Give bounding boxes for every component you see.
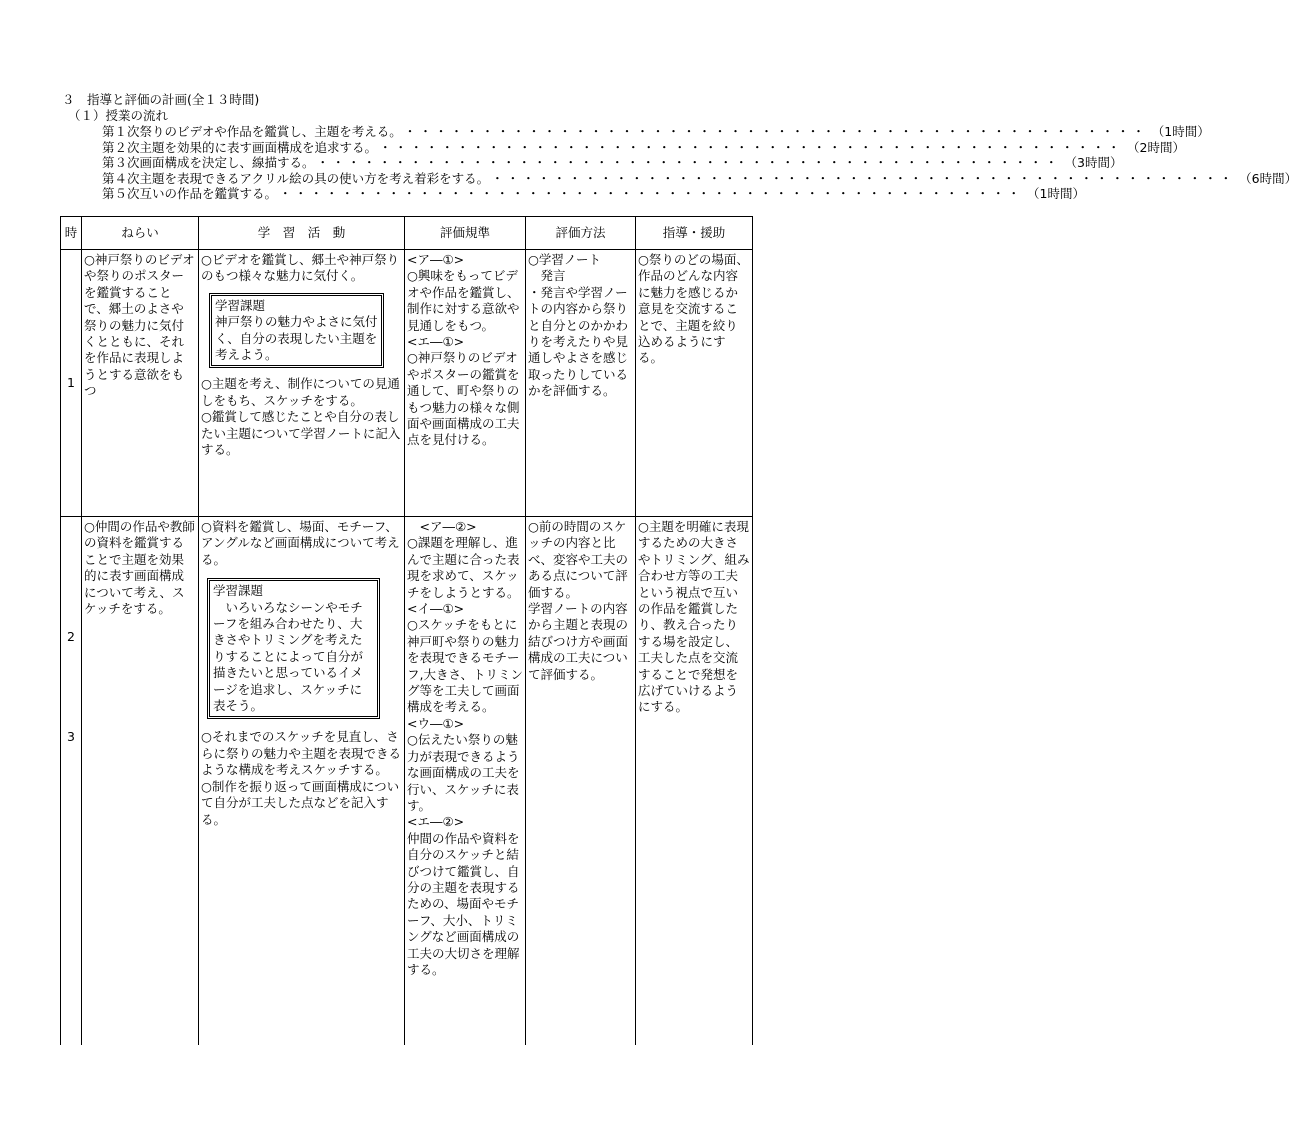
activity-text: ○それまでのスケッチを見直し、さらに祭りの魅力や主題を表現できるような構成を考えスケッチする。 ○制作を振り返って画面構成について自分が工夫した点などを記入する。 (201, 729, 402, 827)
flow-leader-dots: ・・・・・・・・・・・・・・・・・・・・・・・・・・・・・・・・・・・・・・・・・・・・・・・・ (491, 170, 1236, 186)
learning-task-title: 学習課題 (215, 297, 266, 313)
flow-description: 祭りのビデオや作品を鑑賞し、主題を考える。 (139, 124, 402, 139)
period-number: 2 (67, 629, 75, 644)
learning-task-box (207, 578, 380, 719)
lesson-plan-table (60, 216, 753, 1045)
method-cell: ○前の時間のスケッチの内容と比べ、変容や工夫のある点について評価する。 学習ノートの内容から主題と表現の結びつけ方や画面構成の工夫について評価する。 (526, 517, 636, 1046)
header-period: 時 (61, 217, 82, 250)
flow-item (102, 170, 1297, 187)
period-cell (61, 517, 82, 1046)
flow-leader-dots: ・・・・・・・・・・・・・・・・・・・・・・・・・・・・・・・・・・・・・・・・・・・・・・・・ (379, 139, 1124, 155)
flow-leader-dots: ・・・・・・・・・・・・・・・・・・・・・・・・・・・・・・・・・・・・・・・・・・・・・・・・ (316, 155, 1061, 171)
table-header-row (61, 217, 753, 250)
activity-text: ○主題を考え、制作についての見通しをもち、スケッチをする。 ○鑑賞して感じたことや自分の表したい主題について学習ノートに記入する。 (201, 376, 401, 458)
criteria-cell: <ア―②> ○課題を理解し、進んで主題に合った表現を求めて、スケッチをしようとする。 <イ―①> ○スケッチをもとに神戸町や祭りの魅力を表現できるモチーフ,大きさ、トリミング等を工夫して画面構成を考える。 <ウ―①> ○伝えたい祭りの魅力が表現できるような画面構成の工夫を行い、スケッチに表す。 <エ―②> 仲間の作品や資料を自分のスケッチと結びつけて鑑賞し、自分の主題を表現するための、場面やモチーフ、大小、トリミングなど画面構成の工夫の大切さを理解する。 (405, 517, 526, 1046)
header-aim: ねらい (82, 217, 199, 250)
flow-hours: （6時間） (1239, 170, 1297, 186)
subsection-heading: （１）授業の流れ (68, 108, 169, 123)
activity-text: ○ビデオを鑑賞し、郷土や神戸祭りのもつ様々な魅力に気付く。 (201, 252, 400, 284)
flow-leader-dots: ・・・・・・・・・・・・・・・・・・・・・・・・・・・・・・・・・・・・・・・・・・・・・・・・ (403, 124, 1148, 139)
criteria-cell: <ア―①> ○興味をもってビデオや作品を鑑賞し、制作に対する意欲や見通しをもつ。 <エ―①> ○神戸祭りのビデオやポスターの鑑賞を通して、町や祭りのもつ魅力の様々な側面や画面構成の工夫点を見付ける。 (405, 250, 526, 517)
period-cell: 1 (61, 250, 82, 517)
method-cell: ○学習ノート 発言 ・発言や学習ノートの内容から祭りと自分とのかかわりを考えたりや見通しやよさを感じ取ったりしているかを評価する。 (526, 250, 636, 517)
flow-item (102, 124, 1210, 140)
flow-hours: （3時間） (1064, 155, 1123, 171)
activity-text: ○資料を鑑賞し、場面、モチーフ、アングルなど画面構成について考える。 (201, 519, 400, 567)
flow-description: 主題を表現できるアクリル絵の具の使い方を考え着彩をする。 (139, 170, 490, 186)
period-number: 3 (67, 729, 75, 744)
flow-item (102, 186, 1085, 202)
table-row (61, 250, 753, 517)
learning-task-body: 神戸祭りの魅力やよさに気付く、自分の表現したい主題を考えよう。 (215, 314, 378, 363)
learning-task-title: 学習課題 (213, 583, 264, 599)
activity-cell (199, 517, 405, 1046)
flow-item (102, 155, 1123, 171)
flow-hours: （1時間） (1027, 186, 1085, 202)
flow-stage: 第４次 (102, 170, 140, 186)
header-method: 評価方法 (526, 217, 636, 250)
flow-stage: 第２次 (102, 139, 140, 155)
aim-cell: ○仲間の作品や教師の資料を鑑賞することで主題を効果的に表す画面構成について考え、スケッチをする。 (82, 517, 199, 1046)
learning-task-box (209, 293, 384, 369)
guidance-cell: ○祭りのどの場面、作品のどんな内容に魅力を感じるか意見を交流することで、主題を絞り込めるようにする。 (636, 250, 753, 517)
flow-stage: 第３次 (102, 155, 140, 171)
flow-description: 互いの作品を鑑賞する。 (139, 186, 278, 202)
flow-item (102, 139, 1185, 156)
flow-stage: 第１次 (102, 124, 140, 139)
header-activity: 学 習 活 動 (199, 217, 405, 250)
flow-stage: 第５次 (102, 186, 140, 202)
header-criteria: 評価規準 (405, 217, 526, 250)
lesson-flow-list (102, 124, 1297, 202)
header-guidance: 指導・援助 (636, 217, 753, 250)
flow-description: 画面構成を決定し、線描する。 (139, 155, 315, 171)
guidance-cell: ○主題を明確に表現するための大きさやトリミング、組み合わせ方等の工夫という視点で互いの作品を鑑賞したり、教え合ったりする場を設定し、工夫した点を交流することで発想を広げていけるようにする。 (636, 517, 753, 1046)
activity-cell (199, 250, 405, 517)
flow-description: 主題を効果的に表す画面構成を追求する。 (139, 139, 378, 155)
section-heading: ３ 指導と評価の計画(全１３時間) (62, 92, 260, 107)
flow-hours: （1時間） (1151, 124, 1210, 139)
learning-task-body: いろいろなシーンやモチーフを組み合わせたり、大きさやトリミングを考えたりすることによって自分が描きたいと思っているイメージを追求し、スケッチに表そう。 (213, 599, 364, 714)
flow-hours: （2時間） (1127, 139, 1185, 155)
flow-leader-dots: ・・・・・・・・・・・・・・・・・・・・・・・・・・・・・・・・・・・・・・・・・・・・・・・・ (279, 186, 1024, 202)
aim-cell: ○神戸祭りのビデオや祭りのポスターを鑑賞することで、郷土のよさや祭りの魅力に気付くとともに、それを作品に表現しようとする意欲をもつ (82, 250, 199, 517)
table-row (61, 517, 753, 1046)
